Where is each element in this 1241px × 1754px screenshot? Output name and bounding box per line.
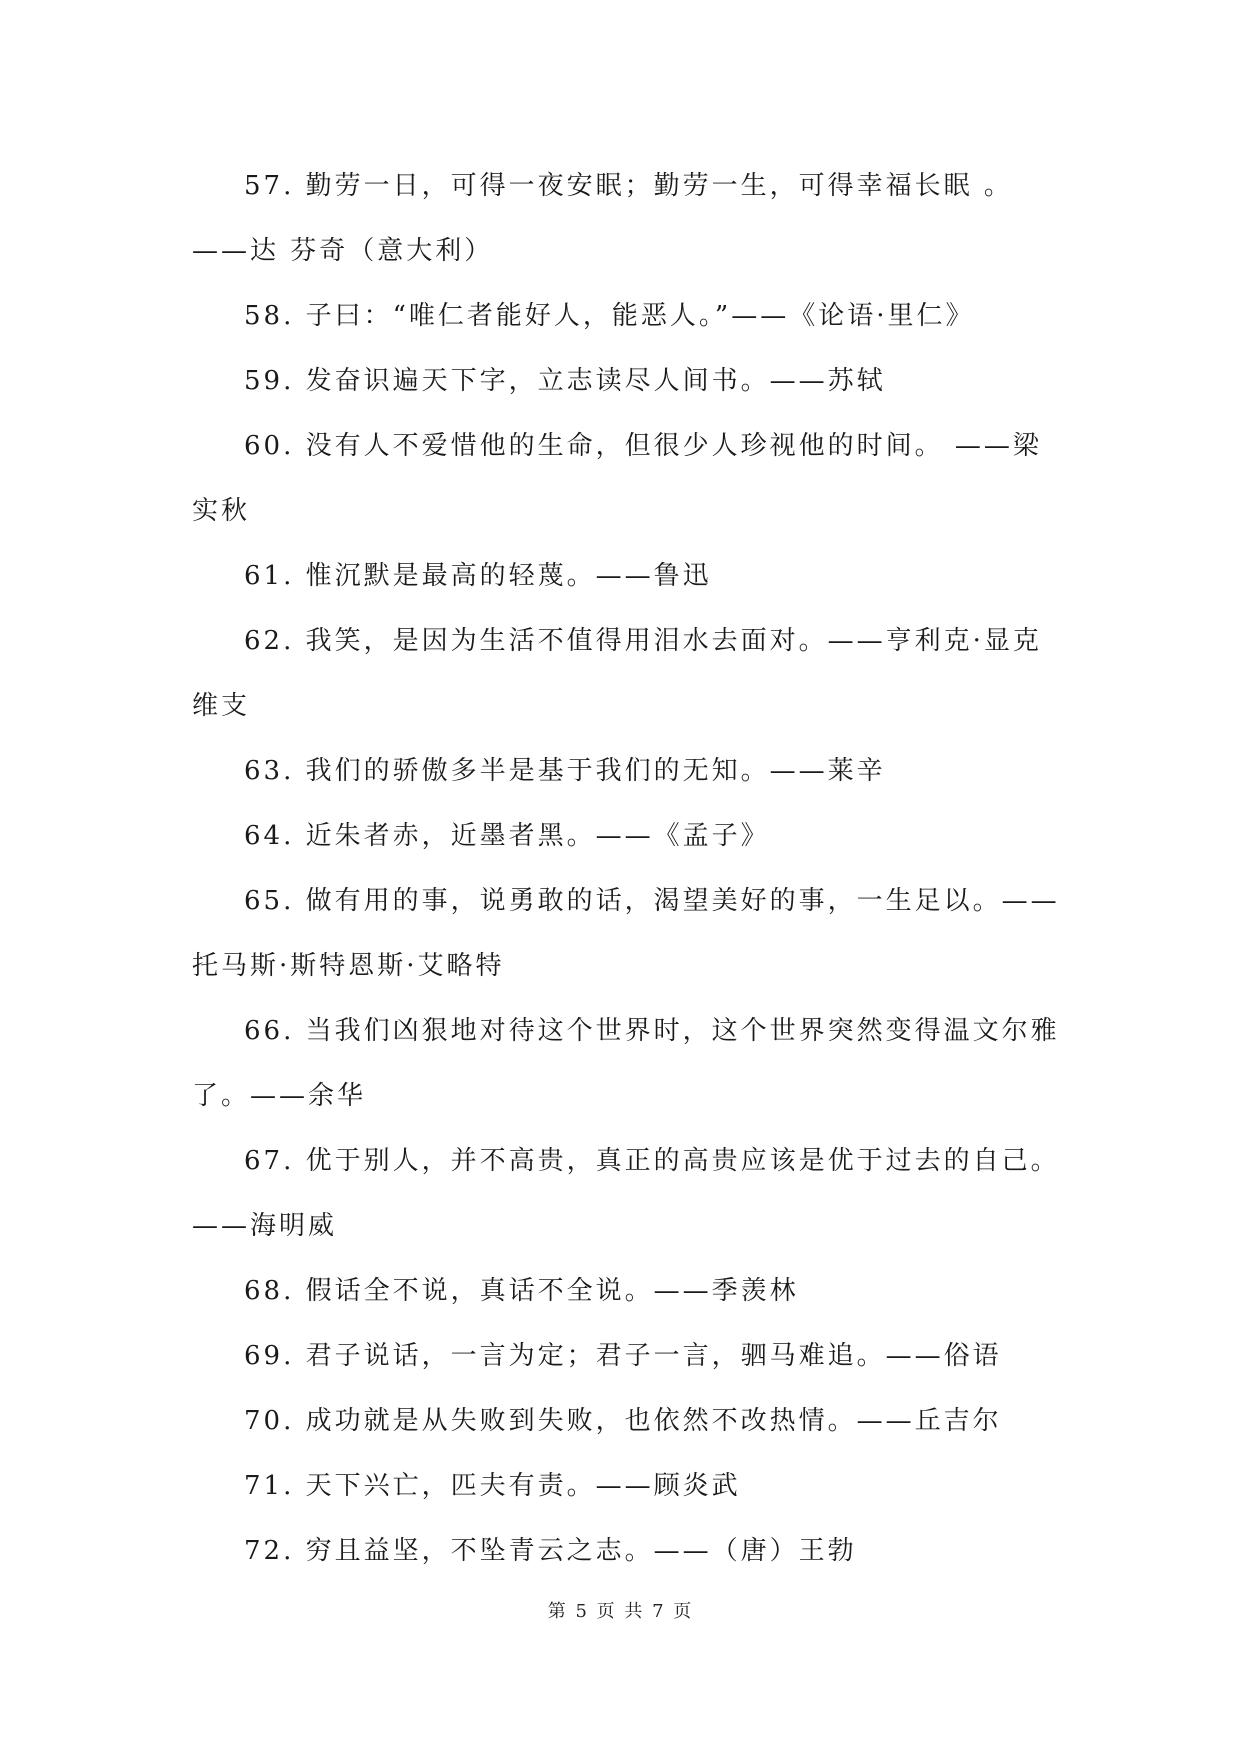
page-footer: 第 5 页 共 7 页	[547, 1601, 694, 1622]
quote-item: 69. 君子说话，一言为定；君子一言，驷马难追。——俗语	[244, 1341, 1002, 1371]
quote-item: 71. 天下兴亡，匹夫有责。——顾炎武	[244, 1471, 741, 1501]
quote-item: 67. 优于别人，并不高贵，真正的高贵应该是优于过去的自己。——海明威	[192, 1146, 1060, 1241]
quote-item: 72. 穷且益坚，不坠青云之志。——（唐）王勃	[244, 1536, 857, 1566]
quote-item: 63. 我们的骄傲多半是基于我们的无知。——莱辛	[244, 756, 886, 786]
quote-item: 62. 我笑，是因为生活不值得用泪水去面对。——亨利克·显克维支	[192, 626, 1042, 721]
quote-item: 65. 做有用的事，说勇敢的话，渴望美好的事，一生足以。——托马斯·斯特恩斯·艾略特	[192, 886, 1060, 981]
quote-item: 64. 近朱者赤，近墨者黑。——《孟子》	[244, 821, 770, 851]
quote-item: 59. 发奋识遍天下字，立志读尽人间书。——苏轼	[244, 366, 886, 396]
quote-item: 60. 没有人不爱惜他的生命，但很少人珍视他的时间。 ——梁实秋	[192, 431, 1042, 526]
quote-item: 58. 子曰：“唯仁者能好人，能恶人。”——《论语·里仁》	[244, 301, 975, 331]
quote-item: 57. 勤劳一日，可得一夜安眠；勤劳一生，可得幸福长眠 。——达 芬奇（意大利）	[192, 171, 1013, 266]
quote-item: 61. 惟沉默是最高的轻蔑。——鲁迅	[244, 561, 712, 591]
quote-list	[192, 154, 1062, 1584]
quote-item: 70. 成功就是从失败到失败，也依然不改热情。——丘吉尔	[244, 1406, 1002, 1436]
quote-item: 68. 假话全不说，真话不全说。——季羡林	[244, 1276, 799, 1306]
quote-item: 66. 当我们凶狠地对待这个世界时，这个世界突然变得温文尔雅了。——余华	[192, 1016, 1060, 1111]
